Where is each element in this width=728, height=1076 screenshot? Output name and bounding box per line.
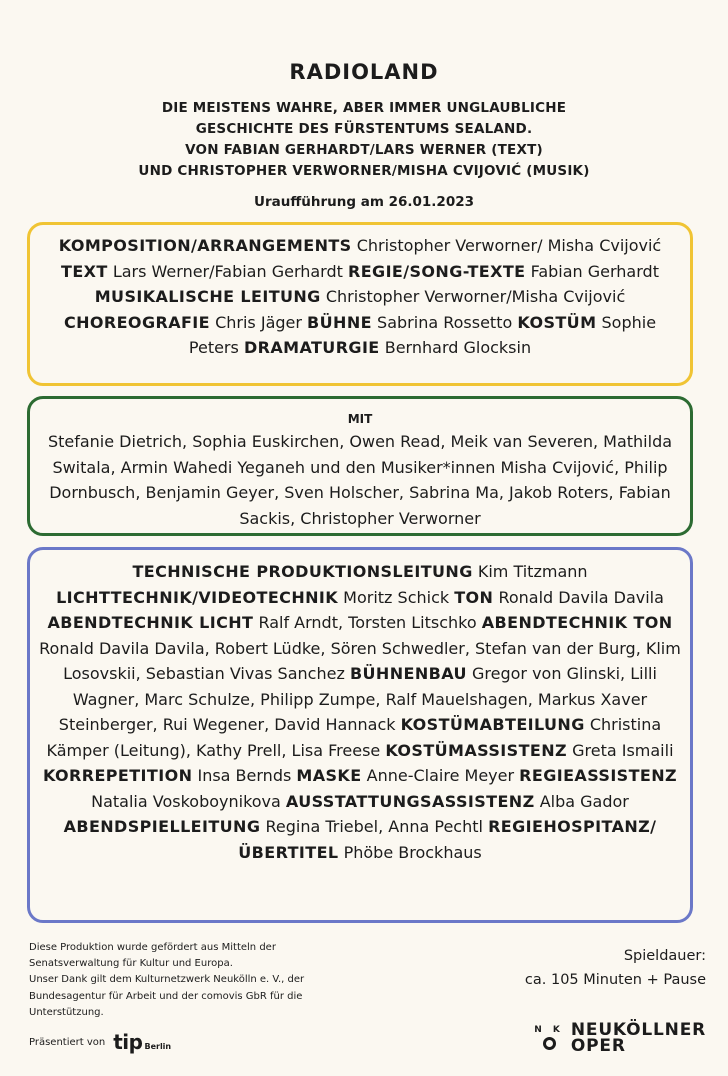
credit-role: CHOREOGRAFIE xyxy=(63,312,210,332)
funding-note xyxy=(29,940,374,1021)
credit-names: Regina Triebel, Anna Pechtl xyxy=(265,817,483,836)
credit-names: Fabian Gerhardt xyxy=(530,261,659,281)
credit-names: Chris Jäger xyxy=(215,312,302,332)
premiere-date: Uraufführung am 26.01.2023 xyxy=(253,194,475,210)
show-title: RADIOLAND xyxy=(289,60,439,84)
creative-team-box xyxy=(27,222,693,386)
subtitle-line: UND CHRISTOPHER VERWORNER/MISHA CVIJOVIĆ (MUSIK) xyxy=(138,163,590,179)
credit-names: Anne-Claire Meyer xyxy=(366,766,515,785)
funding-line: Diese Produktion wurde gefördert aus Mitteln der xyxy=(29,942,276,953)
credit-role: ABENDTECHNIK TON xyxy=(481,613,673,632)
credit-names: Ronald Davila Davila, Robert Lüdke, Sören Schwedler, Stefan van der Burg, Klim Losovskii, Sebastian Vivas Sanchez xyxy=(39,638,681,683)
credit-role: KOSTÜMABTEILUNG xyxy=(400,715,585,734)
opera-name-line: NEUKÖLLNER xyxy=(570,1020,706,1040)
credit-role: MASKE xyxy=(296,766,362,785)
funding-line: Senatsverwaltung für Kultur und Europa. xyxy=(29,958,233,970)
credit-role: KOMPOSITION/ARRANGEMENTS xyxy=(58,236,352,255)
credit-role: KOSTÜM xyxy=(517,312,597,332)
subtitle-line: GESCHICHTE DES FÜRSTENTUMS SEALAND. xyxy=(195,121,533,137)
duration-label: Spieldauer: xyxy=(623,948,706,964)
credit-role: KORREPETITION xyxy=(42,766,193,785)
credit-role: TEXT xyxy=(61,261,108,281)
nk-mark-icon xyxy=(534,1026,564,1050)
credit-names: Ralf Arndt, Torsten Litschko xyxy=(258,613,477,632)
credit-names: Christopher Verworner/ Misha Cvijović xyxy=(356,236,662,255)
credit-names: Sophie Peters xyxy=(188,312,657,357)
funding-line: Unterstützung. xyxy=(29,1006,104,1018)
credit-role: BÜHNENBAU xyxy=(349,664,467,683)
credit-names: Natalia Voskoboynikova xyxy=(91,791,281,811)
credit-names: Moritz Schick xyxy=(343,587,450,607)
tip-logo-word: tip xyxy=(113,1030,143,1054)
tip-logo-city: Berlin xyxy=(144,1042,172,1051)
subtitle-line: VON FABIAN GERHARDT/LARS WERNER (TEXT) xyxy=(185,142,543,158)
cast-names: Stefanie Dietrich, Sophia Euskirchen, Owen Read, Meik van Severen, Mathilda Switala, Armin Wahedi Yeganeh und den Musiker*innen Misha Cvijović, Philip Dornbusch, Benjamin Geyer, Sven Holscher, Sabrina Ma, Jakob Roters, Fabian Sackis, Christopher Verworner xyxy=(47,432,673,528)
credit-role: LICHTTECHNIK/VIDEOTECHNIK xyxy=(56,587,339,607)
credit-names: Greta Ismaili xyxy=(572,740,674,760)
credit-names: Phöbe Brockhaus xyxy=(343,842,482,862)
credit-names: Kim Titzmann xyxy=(477,562,588,581)
cast-box xyxy=(27,396,693,536)
duration-value: ca. 105 Minuten + Pause xyxy=(524,972,706,988)
presented-by-label: Präsentiert von xyxy=(29,1036,106,1048)
credit-role: DRAMATURGIE xyxy=(243,338,380,357)
credit-role: ABENDTECHNIK LICHT xyxy=(47,613,254,632)
credit-names: Lars Werner/Fabian Gerhardt xyxy=(112,261,343,281)
credit-role: BÜHNE xyxy=(307,312,372,332)
program-header xyxy=(0,60,728,210)
running-time xyxy=(525,944,706,992)
credit-names: Sabrina Rossetto xyxy=(377,312,513,332)
credit-names: Gregor von Glinski, Lilli Wagner, Marc Schulze, Philipp Zumpe, Ralf Mauelshagen, Markus Xaver Steinberger, Rui Wegener, David Hannack xyxy=(58,664,657,734)
credit-role: KOSTÜMASSISTENZ xyxy=(385,740,567,760)
credit-names: Insa Bernds xyxy=(197,766,292,785)
credit-role: REGIE/SONG-TEXTE xyxy=(348,261,526,281)
funding-line: Bundesagentur für Arbeit und der comovis GbR für die xyxy=(29,990,303,1002)
presented-by xyxy=(29,1030,171,1054)
opera-name-line: OPER xyxy=(570,1036,626,1056)
credit-names: Christina Kämper (Leitung), Kathy Prell, Lisa Freese xyxy=(46,715,662,760)
credit-role: TECHNISCHE PRODUKTIONSLEITUNG xyxy=(132,562,473,581)
nk-letters: N K xyxy=(534,1025,564,1035)
credit-role: MUSIKALISCHE LEITUNG xyxy=(94,287,321,306)
credit-names: Ronald Davila Davila xyxy=(498,587,664,607)
credit-names: Bernhard Glocksin xyxy=(384,338,532,357)
subtitle-line: DIE MEISTENS WAHRE, ABER IMMER UNGLAUBLICHE xyxy=(161,100,567,116)
neukoellner-oper-logo xyxy=(534,1022,706,1054)
credit-role: AUSSTATTUNGSASSISTENZ xyxy=(285,791,535,811)
credit-role: REGIEASSISTENZ xyxy=(519,766,678,785)
credit-role: ABENDSPIELLEITUNG xyxy=(63,817,261,836)
credit-names: Christopher Verworner/Misha Cvijović xyxy=(325,287,626,306)
credit-role: TON xyxy=(454,587,494,607)
circle-icon xyxy=(543,1037,556,1050)
opera-name xyxy=(571,1022,706,1054)
tip-berlin-logo xyxy=(113,1030,171,1054)
cast-heading: MIT xyxy=(347,412,373,426)
credit-role: REGIEHOSPITANZ/ÜBERTITEL xyxy=(238,817,657,862)
funding-line: Unser Dank gilt dem Kulturnetzwerk Neukölln e. V., der xyxy=(29,974,305,986)
credit-names: Alba Gador xyxy=(539,791,629,811)
show-subtitle xyxy=(0,98,728,182)
technical-team-box xyxy=(27,547,693,923)
